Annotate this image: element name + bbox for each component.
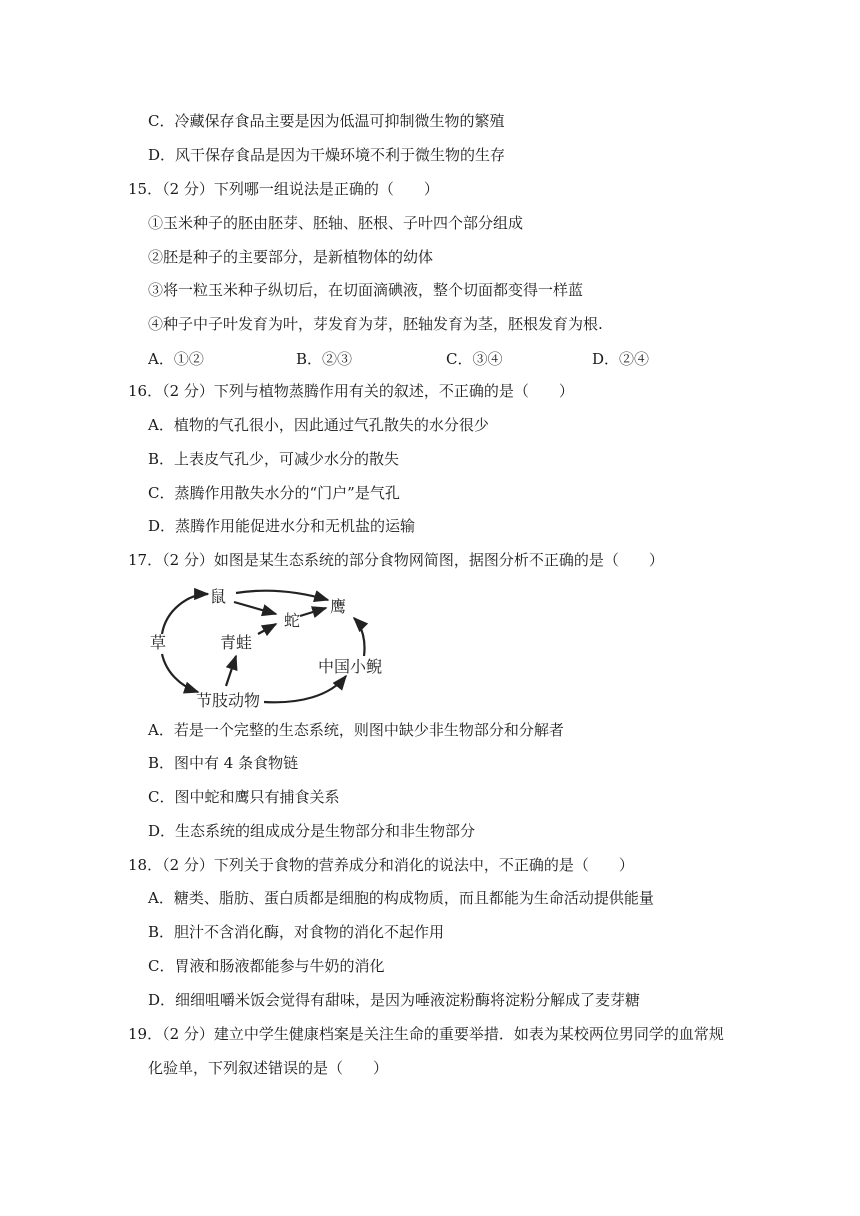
arrow-mouse-eagle	[236, 591, 328, 600]
q18-option-d: D．细细咀嚼米饭会觉得有甜味，是因为唾液淀粉酶将淀粉分解成了麦芽糖	[148, 991, 641, 1009]
node-frog: 青蛙	[220, 633, 253, 652]
arrow-arthropod-toad	[264, 676, 346, 702]
q15-statement-3: ③将一粒玉米种子纵切后，在切面滴碘液，整个切面都变得一样蓝	[148, 281, 584, 299]
arrow-grass-arthropod	[162, 654, 198, 692]
q18-option-c: C．胃液和肠液都能参与牛奶的消化	[148, 957, 385, 975]
node-mouse: 鼠	[210, 587, 227, 606]
q16-option-d: D．蒸腾作用能促进水分和无机盐的运输	[148, 517, 416, 535]
q17-option-c: C．图中蛇和鹰只有捕食关系	[148, 788, 340, 806]
node-toad: 中国小鲵	[318, 657, 383, 676]
q14-option-d: D．风干保存食品是因为干燥环境不利于微生物的生存	[148, 146, 506, 164]
q19-stem-continued: 化验单，下列叙述错误的是（ ）	[148, 1059, 389, 1077]
q16-option-b: B．上表皮气孔少，可减少水分的散失	[148, 450, 400, 468]
q16-option-c: C．蒸腾作用散失水分的“门户”是气孔	[148, 484, 400, 502]
q16-option-a: A．植物的气孔很小，因此通过气孔散失的水分很少	[148, 416, 489, 434]
arrow-toad-eagle	[354, 618, 365, 656]
q14-option-c: C．冷藏保存食品主要是因为低温可抑制微生物的繁殖	[148, 112, 505, 130]
q18-stem: 18．（2 分）下列关于食物的营养成分和消化的说法中，不正确的是（ ）	[128, 856, 634, 874]
q19-stem: 19．（2 分）建立中学生健康档案是关注生命的重要举措．如表为某校两位男同学的血常规	[128, 1025, 724, 1043]
q15-statement-2: ②胚是种子的主要部分，是新植物体的幼体	[148, 248, 434, 266]
node-arthropod: 节肢动物	[196, 691, 261, 710]
food-web-diagram	[140, 580, 400, 715]
arrow-arthropod-frog	[226, 656, 236, 686]
q15-option-c: C．③④	[446, 350, 503, 368]
arrow-grass-mouse	[162, 594, 208, 634]
q15-option-b: B．②③	[296, 350, 353, 368]
q15-statement-1: ①玉米种子的胚由胚芽、胚轴、胚根、子叶四个部分组成	[148, 214, 524, 232]
q17-option-a: A．若是一个完整的生态系统，则图中缺少非生物部分和分解者	[148, 721, 564, 739]
q18-option-a: A．糖类、脂肪、蛋白质都是细胞的构成物质，而且都能为生命活动提供能量	[148, 889, 654, 907]
q16-stem: 16．（2 分）下列与植物蒸腾作用有关的叙述，不正确的是（ ）	[128, 382, 574, 400]
q17-stem: 17．（2 分）如图是某生态系统的部分食物网简图，据图分析不正确的是（ ）	[128, 551, 664, 569]
q15-stem: 15．（2 分）下列哪一组说法是正确的（ ）	[128, 180, 439, 198]
q15-statement-4: ④种子中子叶发育为叶，芽发育为芽，胚轴发育为茎，胚根发育为根.	[148, 315, 603, 333]
q17-option-b: B．图中有 4 条食物链	[148, 754, 299, 772]
node-eagle: 鹰	[330, 597, 347, 616]
q15-options	[148, 348, 708, 368]
q15-option-d: D．②④	[592, 350, 650, 368]
node-grass: 草	[150, 633, 167, 652]
q15-option-a: A．①②	[148, 350, 204, 368]
arrow-mouse-snake	[234, 602, 276, 614]
node-snake: 蛇	[284, 611, 301, 630]
arrow-snake-eagle	[300, 608, 326, 616]
q18-option-b: B．胆汁不含消化酶，对食物的消化不起作用	[148, 923, 445, 941]
q17-option-d: D．生态系统的组成成分是生物部分和非生物部分	[148, 822, 476, 840]
arrow-frog-snake	[258, 624, 276, 634]
